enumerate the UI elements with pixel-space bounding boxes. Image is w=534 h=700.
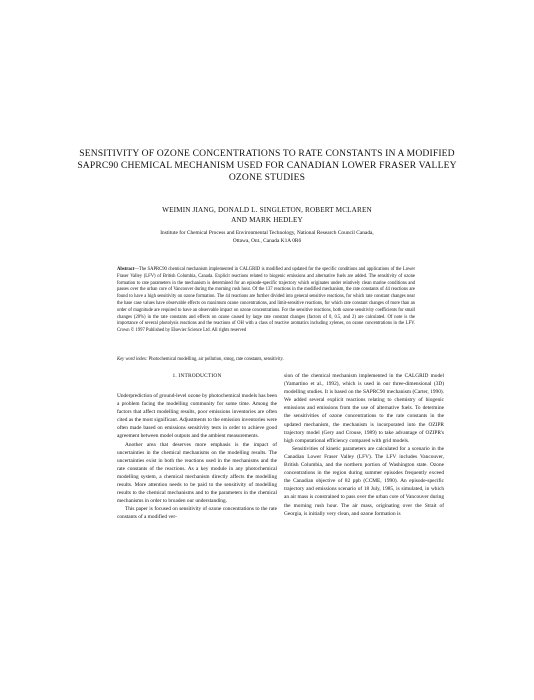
body-column-left [117,372,277,522]
body-column-right [284,372,444,518]
paragraph: sion of the chemical mechanism implemented in the CALGRID model (Yamartino et al., 1992), which is used in our three-dimensional (3D) modelling studies. It is based on the SAPRC90 mechanism (Carter, 1990). We added several explicit reactions relating to chemistry of biogenic emissions and emissions from the use of alternative fuels. To determine the sensitivities of ozone concentrations to the rate constants in the updated mechanism, the mechanism is incorporated into the OZIPR trajectory model (Gery and Crouse, 1989) to take advantage of OZIPR's high computational efficiency compared with grid models. [284,373,444,444]
paragraph: Sensitivities of kinetic parameters are calculated for a scenario in the Canadian Lower Fraser Valley (LFV). The LFV includes Vancouver, British Columbia, and the northern portion of Washington state. Ozone concentrations in the region during summer episodes frequently exceed the Canadian objective of 82 ppb (CCME, 1990). An episode-specific trajectory and emissions scenario of 18 July, 1985, is simulated, in which an air mass is constrained to pass over the urban core of Vancouver during the morning rush hour. The air mass, originating over the Strait of Georgia, is initially very clean, and ozone formation is [284,445,444,517]
affiliation-line-1: Institute for Chemical Process and Environmental Technology, National Research Council Canada, [160,230,374,236]
affiliation [90,230,444,246]
keywords-text: Photochemical modelling, air pollution, smog, rate constants, sensitivity. [147,357,284,362]
paragraph: This paper is focused on sensitivity of ozone concentrations to the rate constants of a modified ver- [117,506,277,521]
keywords [117,357,417,364]
abstract-lead: Abstract [117,267,135,272]
paragraph: Underprediction of ground-level ozone by photochemical models has been a problem facing the modelling community for some time. Among the factors that affect modelling results, poor emissions inventories are often cited as the most significant. Adjustments to the emission inventories were often made based on emissions sensitivity tests in order to achieve good agreement between model outputs and the ambient measurements. [117,393,277,440]
paragraph: Another area that deserves more emphasis is the impact of uncertainties in the chemical mechanisms on the modelling results. The uncertainties exist in both the reactions used in the mechanisms and the rate constants of the reactions. As a key module in any photochemical modelling system, a chemical mechanism directly affects the modelling results. More attention needs to be paid to the sensitivity of modelling results to the chemical mechanisms and to the parameters in the chemical mechanisms in order to broaden our understanding. [117,441,277,505]
abstract [117,267,415,335]
keywords-lead: Key word index: [117,357,148,362]
author-list [60,206,474,225]
author-line-2: AND MARK HEDLEY [231,215,303,224]
abstract-text: —The SAPRC90 chemical mechanism implemented in CALGRID is modified and updated for the specific conditions and applications of the Lower Fraser Valley (LFV) of British Columbia, Canada. Explicit reactions related to biogenic emissions and alternative fuels are added. The sensitivity of ozone formation to rate parameters in the mechanism is determined for an episode-specific trajectory which originates under relatively clean marine conditions and passes over the urban core of Vancouver during the morning rush hour. Of the 137 reactions in the modified mechanism, the rate constants of 44 reactions are found to have a high sensitivity on ozone formation. The 44 reactions are further divided into general sensitive reactions, for which rate constant changes near the base case values have observable effects on maximum ozone concentrations, and limit-sensitive reactions, for which rate constant changes of more than an order of magnitude are required to have an observable impact on ozone concentrations. For the sensitive reactions, both ozone sensitivity coefficients for small changes (20%) in the rate constants and effects on ozone caused by large rate constant changes (factors of 0, 0.5, and 2) are calculated. Of note is the importance of several photolysis reactions and the reactions of OH with a class of reactive aromatics including xylenes, on ozone concentrations in the LFV. Crown © 1997 Published by Elsevier Science Ltd. All rights reserved [117,267,415,334]
affiliation-line-2: Ottawa, Ont., Canada K1A 0R6 [232,237,302,244]
paper-title: SENSITIVITY OF OZONE CONCENTRATIONS TO RATE CONSTANTS IN A MODIFIED SAPRC90 CHEMICAL MECHANISM USED FOR CANADIAN LOWER FRASER VALLEY OZONE STUDIES [77,148,457,184]
section-heading-introduction: 1. INTRODUCTION [172,373,222,379]
author-line-1: WEIMIN JIANG, DONALD L. SINGLETON, ROBERT MCLAREN [162,206,372,214]
